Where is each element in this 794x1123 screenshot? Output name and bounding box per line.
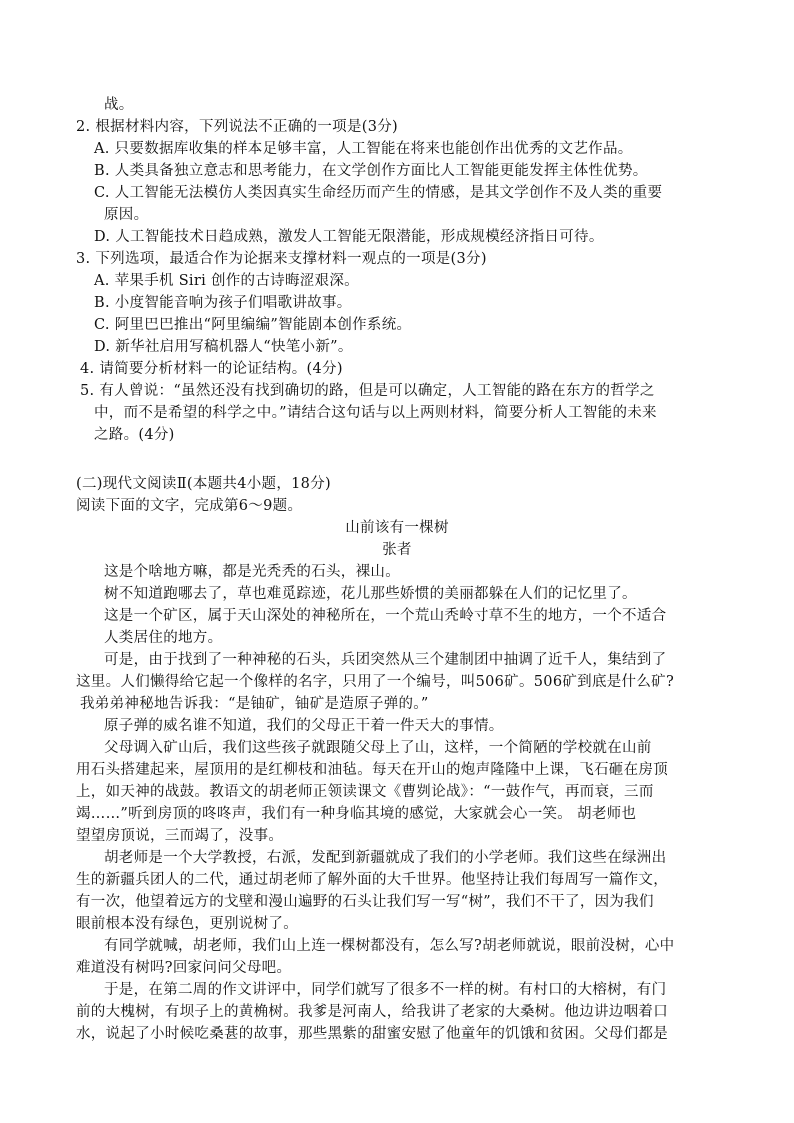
article-title: 山前该有一棵树	[345, 520, 449, 536]
paragraph-line: 难道没有树吗?回家问问父母吧。	[76, 960, 292, 976]
paragraph-line: 树不知道跑哪去了，草也难觅踪迹，花儿那些娇惯的美丽都躲在人们的记忆里了。	[104, 586, 637, 602]
question-5-cont: 中，而不是希望的科学之中。”请结合这句话与以上两则材料，简要分析人工智能的未来	[94, 405, 657, 421]
article-author: 张者	[382, 542, 412, 558]
paragraph-line: 这是一个矿区，属于天山深处的神秘所在，一个荒山秃岭寸草不生的地方，一个不适合	[104, 608, 667, 624]
paragraph-line: 有一次，他望着远方的戈壁和漫山遍野的石头让我们写一写“树”，我们不干了，因为我们	[76, 894, 654, 910]
option-a: A. 只要数据库收集的样本足够丰富，人工智能在将来也能创作出优秀的文艺作品。	[94, 141, 633, 157]
paragraph-line: 人类居住的地方。	[104, 630, 223, 646]
section-heading: (二)现代文阅读Ⅱ(本题共4小题，18分)	[76, 476, 331, 492]
paragraph-line: 于是，在第二周的作文讲评中，同学们就写了很多不一样的树。有村口的大榕树，有门	[104, 982, 667, 998]
option-c: C. 人工智能无法模仿人类因真实生命经历而产生的情感，是其文学创作不及人类的重要	[94, 185, 663, 201]
paragraph-line: 竭……”听到房顶的咚咚声，我们有一种身临其境的感觉，大家就会心一笑。 胡老师也	[76, 806, 637, 822]
question-5-cont: 之路。(4分)	[94, 427, 175, 443]
option-d: D. 人工智能技术日趋成熟，激发人工智能无限潜能，形成规模经济指日可待。	[94, 229, 604, 245]
option-c: C. 阿里巴巴推出“阿里编编”智能剧本创作系统。	[94, 317, 412, 333]
paragraph-line: 眼前根本没有绿色，更别说树了。	[76, 916, 298, 932]
question-3: 3. 下列选项，最适合作为论据来支撑材料一观点的一项是(3分)	[76, 251, 487, 267]
question-2: 2. 根据材料内容，下列说法不正确的一项是(3分)	[76, 119, 398, 135]
paragraph-line: 生的新疆兵团人的二代，通过胡老师了解外面的大千世界。他坚持让我们每周写一篇作文，	[76, 872, 668, 888]
option-d: D. 新华社启用写稿机器人“快笔小新”。	[94, 339, 353, 355]
paragraph-line: 这里。人们懒得给它起一个像样的名字，只用了一个编号，叫506矿。506矿到底是什么矿?	[76, 674, 675, 690]
paragraph-line: 用石头搭建起来，屋顶用的是红柳枝和油毡。每天在开山的炮声隆隆中上课，飞石砸在房顶	[76, 762, 668, 778]
question-4: 4. 请简要分析材料一的论证结构。(4分)	[80, 361, 343, 377]
paragraph-line: 望望房顶说，三而竭了，没事。	[76, 828, 284, 844]
paragraph-line: 有同学就喊，胡老师，我们山上连一棵树都没有，怎么写?胡老师就说，眼前没树，心中	[104, 938, 675, 954]
paragraph-line: 上，如天神的战鼓。教语文的胡老师正领读课文《曹刿论战》：“一鼓作气，再而衰，三而	[76, 784, 654, 800]
text-line: 战。	[104, 97, 134, 113]
paragraph-line: 水，说起了小时候吃桑葚的故事，那些黑紫的甜蜜安慰了他童年的饥饿和贫困。父母们都是	[76, 1026, 668, 1042]
paragraph-line: 父母调入矿山后，我们这些孩子就跟随父母上了山，这样，一个简陋的学校就在山前	[104, 740, 652, 756]
instruction-text: 阅读下面的文字，完成第6～9题。	[76, 498, 303, 514]
paragraph-line: 前的大槐树，有坝子上的黄桷树。我爹是河南人，给我讲了老家的大桑树。他边讲边咽着口	[76, 1004, 668, 1020]
paragraph-line: 可是，由于找到了一种神秘的石头，兵团突然从三个建制团中抽调了近千人，集结到了	[104, 652, 667, 668]
option-c-cont: 原因。	[104, 207, 149, 223]
paragraph-line: 我弟弟神秘地告诉我：“是铀矿，铀矿是造原子弹的。”	[80, 696, 429, 712]
option-b: B. 人类具备独立意志和思考能力，在文学创作方面比人工智能更能发挥主体性优势。	[94, 163, 648, 179]
paragraph-line: 这是个啥地方嘛，都是光秃秃的石头，裸山。	[104, 564, 400, 580]
paragraph-line: 胡老师是一个大学教授，右派，发配到新疆就成了我们的小学老师。我们这些在绿洲出	[104, 850, 667, 866]
question-5: 5. 有人曾说：“虽然还没有找到确切的路，但是可以确定，人工智能的路在东方的哲学之	[80, 383, 655, 399]
option-b: B. 小度智能音响为孩子们唱歌讲故事。	[94, 295, 352, 311]
option-a: A. 苹果手机 Siri 创作的古诗晦涩艰深。	[94, 273, 359, 289]
paragraph-line: 原子弹的威名谁不知道，我们的父母正干着一件天大的事情。	[104, 718, 504, 734]
